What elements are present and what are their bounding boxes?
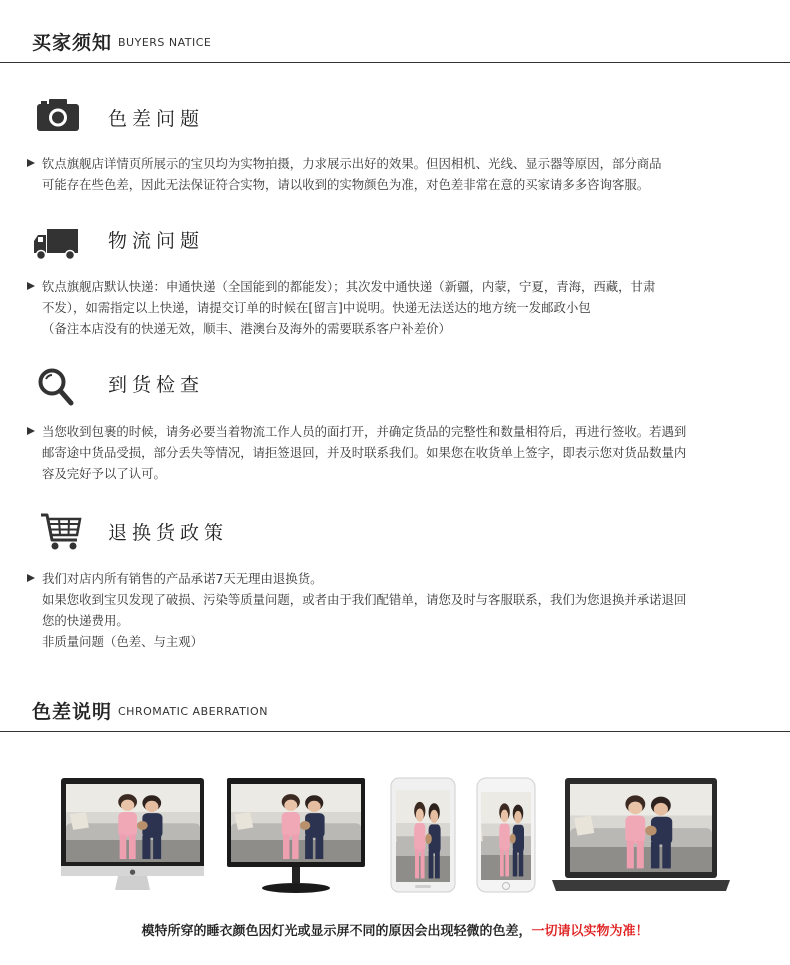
- section-title-returns: 退换货政策: [108, 522, 229, 544]
- caption-highlight: 一切请以实物为准！: [531, 924, 649, 939]
- text-line: 我们对店内所有销售的产品承诺7天无理由退换货。: [42, 571, 323, 586]
- chromatic-divider: [0, 731, 790, 732]
- color-difference-caption: [0, 920, 790, 939]
- text-line: 当您收到包裹的时候，请务必要当着物流工作人员的面打开，并确定货品的完整性和数量相符后，再进行签收。若遇到: [42, 424, 687, 439]
- text-line: 您的快递费用。: [42, 613, 129, 628]
- imac-device: [61, 778, 204, 890]
- bullet-arrow: [27, 574, 35, 582]
- device-comparison-illustration: [0, 770, 790, 900]
- text-line: 不发），如需指定以上快递，请提交订单的时候在[留言]中说明。快递无法送达的地方统一发邮政小包: [42, 300, 591, 315]
- page-title: 买家须知: [32, 32, 113, 54]
- chromatic-subtitle: CHROMATIC ABERRATION: [118, 705, 268, 718]
- text-line: 钦点旗舰店详情页所展示的宝贝均为实物拍摄，力求展示出好的效果。但因相机、光线、显示器等原因，部分商品: [42, 156, 662, 171]
- magnifier-icon: [38, 368, 74, 406]
- page-subtitle: BUYERS NATICE: [118, 36, 212, 49]
- text-line: 非质量问题（色差、与主观）: [42, 634, 204, 649]
- bullet-arrow: [27, 427, 35, 435]
- text-line: （备注本店没有的快递无效，顺丰、港澳台及海外的需要联系客户补差价）: [42, 321, 451, 336]
- section-title-color: 色差问题: [108, 108, 205, 130]
- bullet-arrow: [27, 159, 35, 167]
- monitor-device: [227, 778, 365, 893]
- caption-text: 模特所穿的睡衣颜色因灯光或显示屏不同的原因会出现轻微的色差，: [141, 924, 532, 939]
- text-line: 如果您收到宝贝发现了破损、污染等质量问题，或者由于我们配错单，请您及时与客服联系，我们为您退换并承诺退回: [42, 592, 687, 607]
- truck-icon: [33, 229, 79, 261]
- svg-text:●: ●: [129, 868, 136, 876]
- text-line: 可能存在些色差，因此无法保证符合实物，请以收到的实物颜色为准，对色差非常在意的买家请多多咨询客服。: [42, 177, 650, 192]
- text-line: 钦点旗舰店默认快递：申通快递（全国能到的都能发）；其次发中通快递（新疆，内蒙，宁夏，青海，西藏，甘肃: [42, 279, 656, 294]
- section-title-inspection: 到货检查: [108, 374, 205, 396]
- section-text-logistics: [42, 276, 655, 339]
- phone-iphone-device: [470, 778, 545, 892]
- section-text-returns: [42, 568, 686, 652]
- cart-icon: [40, 513, 82, 551]
- section-text-color: [42, 153, 662, 195]
- section-title-logistics: 物流问题: [108, 230, 205, 252]
- camera-icon: [37, 99, 79, 131]
- text-line: 容及完好予以了认可。: [42, 466, 166, 481]
- bullet-arrow: [27, 282, 35, 290]
- laptop-device: [552, 778, 730, 891]
- chromatic-title: 色差说明: [32, 701, 113, 723]
- text-line: 邮寄途中货品受损，部分丢失等情况，请拒签退回，并及时联系我们。如果您在收货单上签字，即表示您对货品数量内: [42, 445, 687, 460]
- header-divider: [0, 62, 790, 63]
- section-text-inspection: [42, 421, 686, 484]
- phone-samsung-device: [383, 778, 463, 892]
